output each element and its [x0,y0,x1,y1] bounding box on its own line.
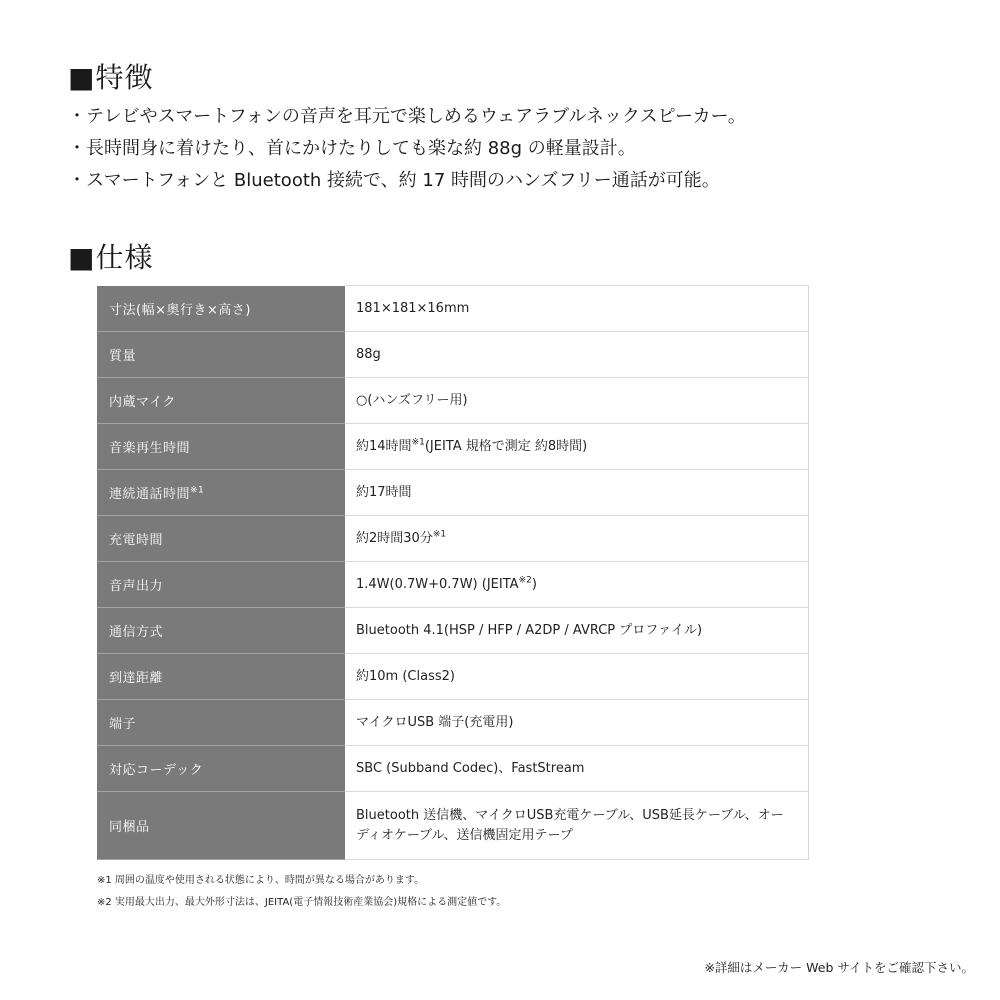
spec-row [97,516,809,562]
spec-row [97,700,809,746]
spec-value: 88g [345,332,809,378]
spec-key: 到達距離 [97,654,345,700]
spec-row [97,654,809,700]
features-list [68,101,746,197]
spec-row [97,424,809,470]
spec-value: 181×181×16mm [345,286,809,332]
spec-row [97,608,809,654]
feature-item: ・長時間身に着けたり、首にかけたりしても楽な約 88g の軽量設計。 [68,138,636,159]
spec-value: Bluetooth 4.1(HSP / HFP / A2DP / AVRCP プロファイル) [345,608,809,654]
feature-item: ・テレビやスマートフォンの音声を耳元で楽しめるウェアラブルネックスピーカー。 [68,106,746,127]
footnote: ※2 実用最大出力、最大外形寸法は、JEITA(電子情報技術産業協会)規格による測定値です。 [97,897,507,908]
spec-value: 約10m (Class2) [345,654,809,700]
footnote: ※1 周囲の温度や使用される状態により、時間が異なる場合があります。 [97,875,425,886]
spec-key: 内蔵マイク [97,378,345,424]
spec-row [97,470,809,516]
spec-key: 連続通話時間$^{※1}$ [97,470,345,516]
spec-value: Bluetooth 送信機、マイクロUSB充電ケーブル、USB延長ケーブル、オーディオケーブル、送信機固定用テープ [345,792,809,860]
features-heading: ■特徴 [68,61,154,94]
spec-key: 音声出力 [97,562,345,608]
spec-key: 音楽再生時間 [97,424,345,470]
spec-row [97,286,809,332]
spec-row [97,332,809,378]
spec-row [97,746,809,792]
spec-key: 端子 [97,700,345,746]
spec-value: 約2時間30分$^{※1}$ [345,516,809,562]
spec-key: 充電時間 [97,516,345,562]
footnotes [97,870,506,914]
spec-key: 同梱品 [97,792,345,860]
spec-row [97,562,809,608]
spec-key: 寸法(幅×奥行き×高さ) [97,286,345,332]
feature-item: ・スマートフォンと Bluetooth 接続で、約 17 時間のハンズフリー通話が可能。 [68,170,720,191]
spec-value: ○(ハンズフリー用) [345,378,809,424]
specs-heading: ■仕様 [68,241,154,274]
footer-note: ※詳細はメーカー Web サイトをご確認下さい。 [704,960,974,975]
spec-value: 約17時間 [345,470,809,516]
spec-value: 1.4W(0.7W+0.7W) (JEITA$^{※2}$) [345,562,809,608]
spec-row [97,792,809,860]
spec-row [97,378,809,424]
spec-value: マイクロUSB 端子(充電用) [345,700,809,746]
spec-value: 約14時間$^{※1}$(JEITA 規格で測定 約8時間) [345,424,809,470]
spec-value: SBC (Subband Codec)、FastStream [345,746,809,792]
spec-key: 対応コーデック [97,746,345,792]
spec-key: 質量 [97,332,345,378]
spec-table [97,285,809,860]
spec-key: 通信方式 [97,608,345,654]
